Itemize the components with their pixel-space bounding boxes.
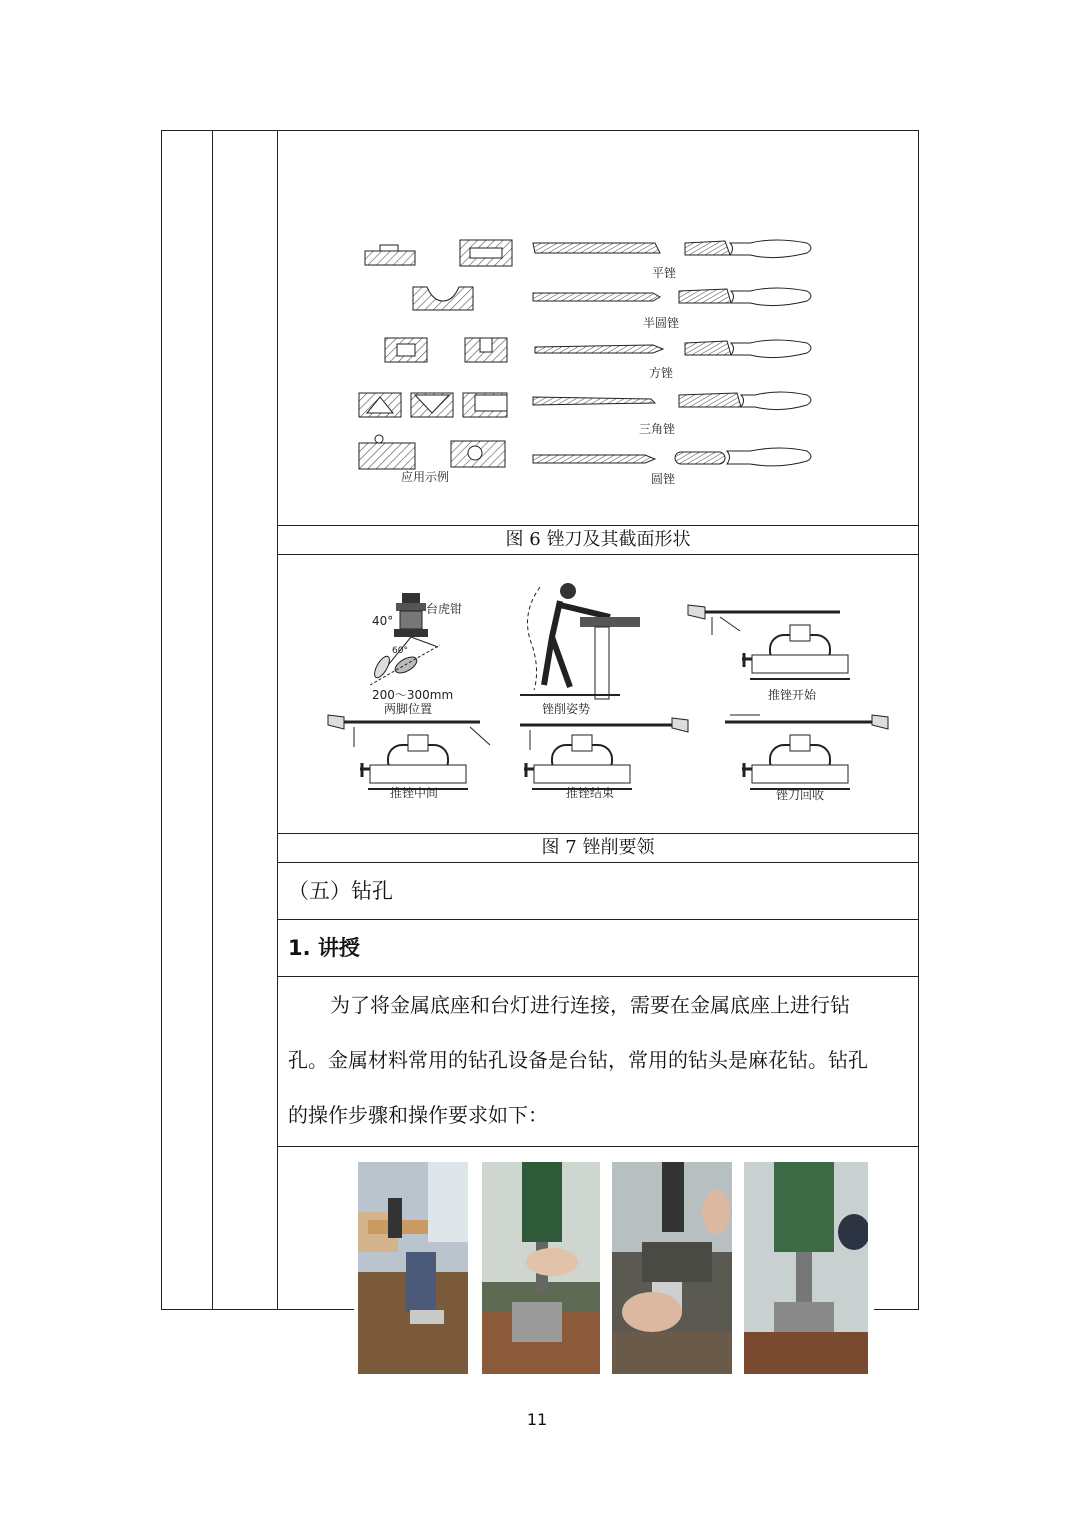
photo-drill-clamp: [482, 1162, 600, 1374]
photo-drill-press: [744, 1162, 868, 1374]
body-line-1: 为了将金属底座和台灯进行连接，需要在金属底座上进行钻: [330, 993, 850, 1017]
label-file-return: 锉刀回收: [776, 788, 825, 802]
table-bottom-border-left: [161, 1309, 354, 1310]
subsection-title-text: 1. 讲授: [288, 936, 360, 960]
figure-6-file-shapes: [355, 235, 820, 490]
label-push-start: 推锉开始: [768, 688, 817, 702]
table-top-border: [161, 130, 918, 131]
table-col-divider-1: [212, 130, 213, 1310]
label-triangular-file: 三角锉: [639, 422, 676, 436]
label-distance: 200～300mm: [372, 688, 454, 702]
body-line-3: 的操作步骤和操作要求如下：: [288, 1103, 548, 1127]
filing-posture-diagram: [520, 583, 640, 716]
label-angle-40: 40°: [372, 614, 394, 628]
label-filing-posture: 锉削姿势: [542, 702, 591, 716]
label-angle-60: 60°: [392, 646, 408, 656]
subsection-title: [278, 920, 918, 976]
row-sep-subtitle: [277, 976, 918, 977]
body-paragraph: [278, 978, 918, 1146]
label-push-middle: 推锉中间: [390, 786, 439, 800]
body-line-2: 孔。金属材料常用的钻孔设备是台钻，常用的钻头是麻花钻。钻孔: [288, 1048, 868, 1072]
section-title: [278, 863, 918, 919]
label-flat-file: 平锉: [652, 266, 677, 280]
label-round-file: 圆锉: [651, 472, 676, 486]
label-push-end: 推锉结束: [566, 786, 615, 800]
table-right-border: [918, 130, 919, 1310]
table-bottom-border-right: [874, 1309, 918, 1310]
label-application-example: 应用示例: [401, 470, 450, 484]
photo-vise-workpiece: [612, 1162, 732, 1374]
figure-7-filing-technique: [320, 575, 895, 805]
label-half-round-file: 半圆锉: [643, 316, 680, 330]
photo-marking-hammer: [358, 1162, 468, 1374]
label-square-file: 方锉: [649, 366, 674, 380]
figure-6-caption: 图 6 锉刀及其截面形状: [505, 529, 691, 550]
row-sep-body: [277, 1146, 918, 1147]
label-bench-vise: 台虎钳: [426, 602, 463, 616]
label-feet-position: 两脚位置: [384, 702, 433, 716]
figure-7-caption: 图 7 锉削要领: [541, 837, 655, 858]
table-left-border: [161, 130, 162, 1310]
row-sep-fig6-caption: [277, 554, 918, 555]
page-number: 11: [526, 1410, 548, 1429]
section-title-text: （五）钻孔: [288, 879, 393, 903]
feet-position-diagram: [370, 593, 462, 716]
